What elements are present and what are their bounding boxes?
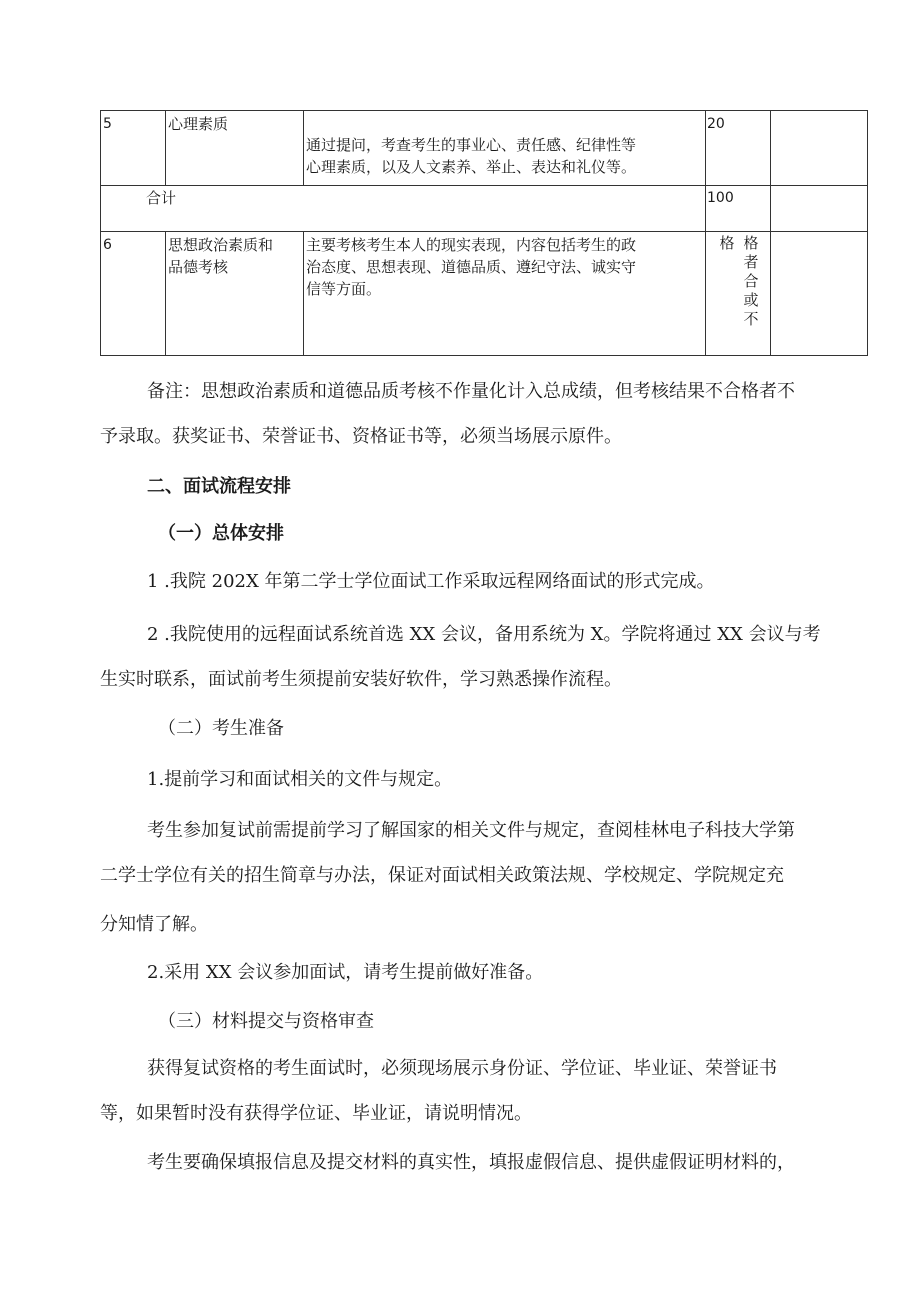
paragraph-line: 2.采用 XX 会议参加面试，请考生提前做好准备。	[147, 962, 544, 983]
row5-score: 20	[707, 116, 725, 132]
total-score: 100	[707, 190, 734, 206]
row5-content-line: 心理素质，以及人文素养、举止、表达和礼仪等。	[306, 158, 637, 176]
row6-number: 6	[103, 237, 112, 253]
paragraph-line: 1 .我院 202X 年第二学士学位面试工作采取远程网络面试的形式完成。	[147, 571, 715, 592]
row5-content-line: 通过提问，考查考生的事业心、责任感、纪律性等	[306, 136, 637, 154]
table-border-right	[867, 110, 868, 356]
subsection-heading: （三）材料提交与资格审查	[158, 1011, 374, 1032]
paragraph-line: 分知情了解。	[100, 914, 208, 935]
row6-item-line: 思想政治素质和	[168, 236, 274, 254]
row5-item: 心理素质	[168, 115, 229, 133]
table-row-divider	[100, 231, 868, 232]
row6-content-line: 主要考核考生本人的现实表现，内容包括考生的政	[306, 236, 637, 254]
paragraph-line: 1.提前学习和面试相关的文件与规定。	[147, 769, 453, 790]
table-col-divider	[303, 231, 304, 356]
subsection-heading: （二）考生准备	[158, 718, 284, 739]
table-border-left	[100, 110, 101, 356]
table-col-divider	[303, 110, 304, 186]
row6-content-line: 治态度、思想表现、道德品质、遵纪守法、诚实守	[306, 258, 637, 276]
table-col-divider	[165, 110, 166, 186]
paragraph-line: 考生参加复试前需提前学习了解国家的相关文件与规定，查阅桂林电子科技大学第	[147, 820, 795, 841]
table-col-divider	[770, 110, 771, 356]
table-col-divider	[705, 110, 706, 356]
subsection-heading: （一）总体安排	[158, 523, 284, 544]
paragraph-line: 生实时联系，面试前考生须提前安装好软件，学习熟悉操作流程。	[100, 669, 622, 690]
paragraph-line: 获得复试资格的考生面试时，必须现场展示身份证、学位证、毕业证、荣誉证书	[147, 1058, 777, 1079]
note-line: 予录取。获奖证书、荣誉证书、资格证书等，必须当场展示原件。	[100, 426, 622, 447]
table-border-top	[100, 110, 868, 111]
paragraph-line: 2 .我院使用的远程面试系统首选 XX 会议，备用系统为 X。学院将通过 XX 会议与考	[147, 624, 821, 645]
row6-content-line: 信等方面。	[306, 280, 382, 298]
section-heading: 二、面试流程安排	[147, 476, 291, 497]
row6-score-vertical: 格者合或不	[743, 234, 759, 328]
row5-number: 5	[103, 116, 112, 132]
paragraph-line: 考生要确保填报信息及提交材料的真实性，填报虚假信息、提供虚假证明材料的，	[147, 1152, 795, 1173]
paragraph-line: 等，如果暂时没有获得学位证、毕业证，请说明情况。	[100, 1103, 532, 1124]
note-line: 备注：思想政治素质和道德品质考核不作量化计入总成绩，但考核结果不合格者不	[147, 381, 795, 402]
row6-score-vertical: 格	[719, 234, 735, 252]
row6-item-line: 品德考核	[168, 258, 229, 276]
table-col-divider	[165, 231, 166, 356]
table-row-divider	[100, 185, 868, 186]
paragraph-line: 二学士学位有关的招生简章与办法，保证对面试相关政策法规、学校规定、学院规定充	[100, 865, 784, 886]
assessment-table	[100, 110, 868, 356]
table-border-bottom	[100, 355, 868, 356]
total-label: 合计	[146, 189, 177, 207]
